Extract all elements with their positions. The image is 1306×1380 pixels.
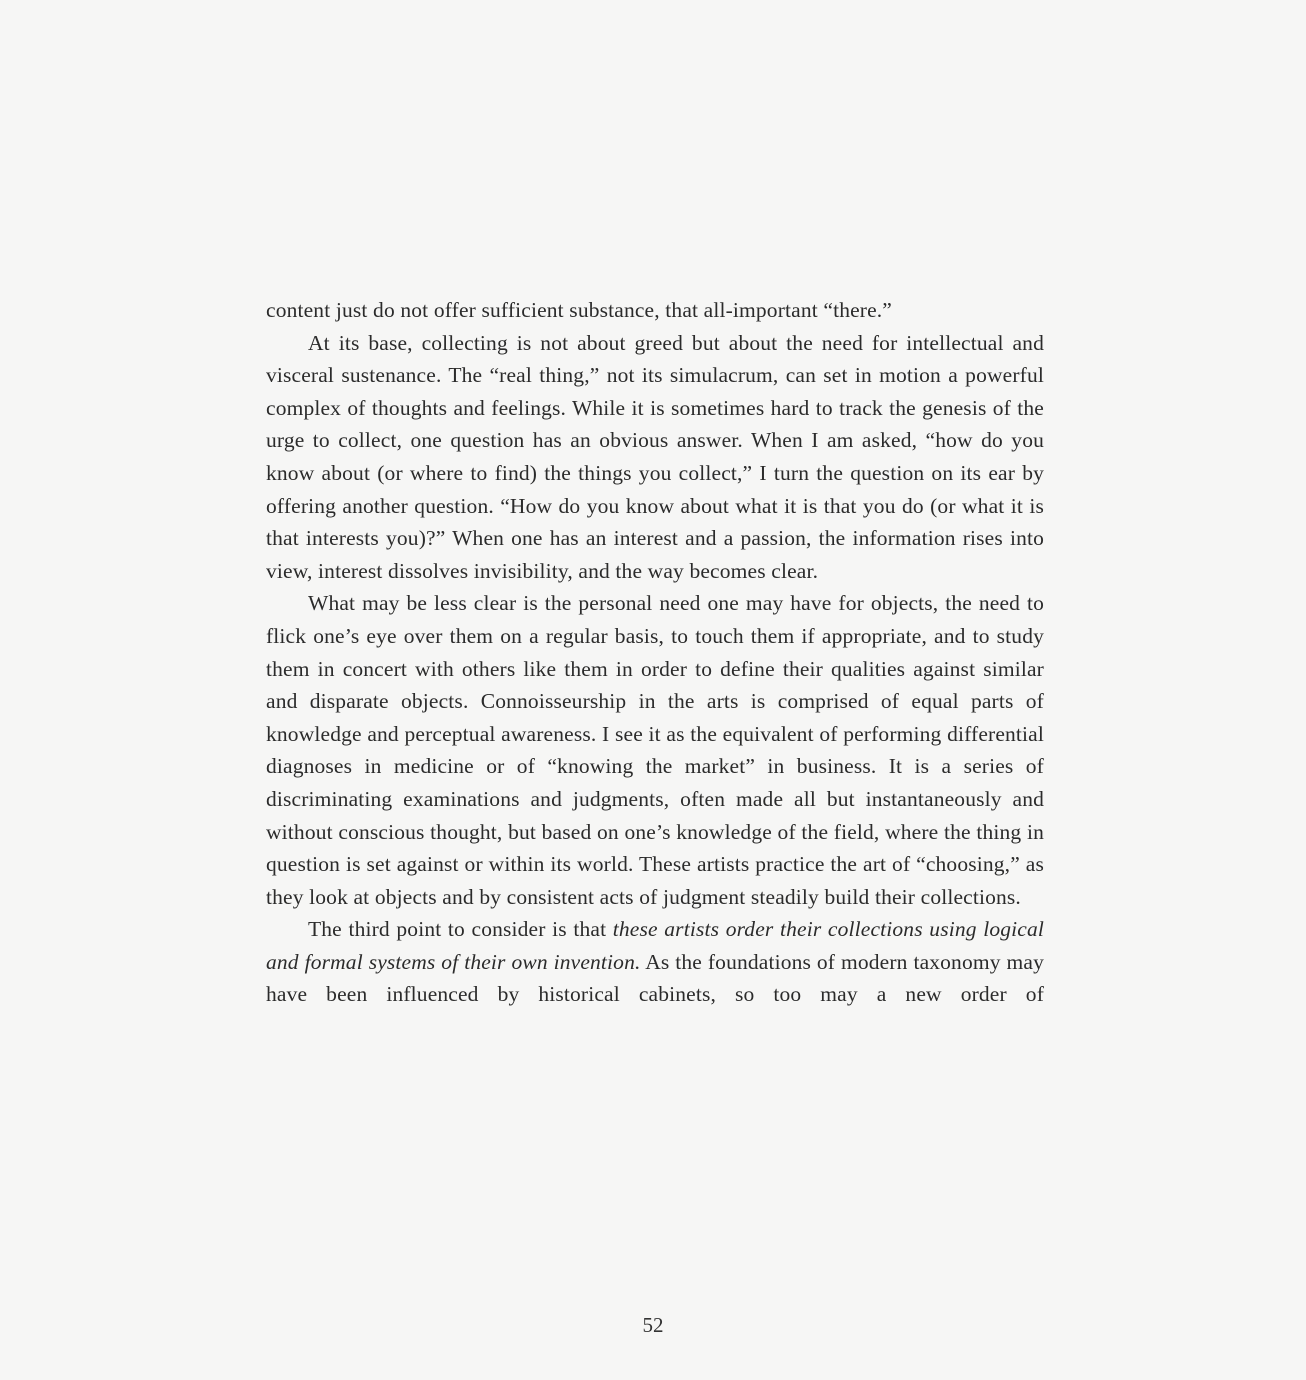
paragraph-text: What may be less clear is the personal need one may have for objects, the need to flick one’s eye over them on a regular basis, to touch them if appropriate, and to study them in concert with others like them in order to define their qualities against similar and disparate objects. Connoisseurship in the arts is comprised of equal parts of knowledge and perceptual awareness. I see it as the equivalent of performing differential diagnoses in medicine or of “knowing the market” in business. It is a series of discriminating examinations and judgments, often made all but instantaneously and without conscious thought, but based on one’s knowledge of the field, where the thing in question is set against or within its world. These artists practice the art of “choosing,” as they look at objects and by consistent acts of judgment steadily build their collections. (266, 591, 1044, 909)
paragraph-text: As the foundations of modern taxonomy may have been influenced by historical cabinets, so too may a new order of (266, 949, 1044, 1007)
paragraph-continuation (266, 294, 1044, 327)
page-number: 52 (642, 1313, 664, 1337)
paragraph-collecting-base (266, 327, 1044, 588)
paragraph-personal-need (266, 587, 1044, 913)
body-text (266, 294, 1044, 1011)
paragraph-text: At its base, collecting is not about greed but about the need for intellectual and visceral sustenance. The “real thing,” not its simulacrum, can set in motion a powerful complex of thoughts and feelings. While it is sometimes hard to track the genesis of the urge to collect, one question has an obvious answer. When I am asked, “how do you know about (or where to find) the things you collect,” I turn the question on its ear by offering another question. “How do you know about what it is that you do (or what it is that interests you)?” When one has an interest and a passion, the information rises into view, interest dissolves invisibility, and the way becomes clear. (266, 330, 1044, 583)
emphasized-text: these artists order their collections using logical and formal systems of their own invention. (266, 917, 1044, 974)
paragraph-text: The third point to consider is that (308, 917, 613, 942)
paragraph-text: content just do not offer sufficient substance, that all-important “there.” (266, 298, 893, 322)
paragraph-third-point (266, 913, 1044, 1011)
